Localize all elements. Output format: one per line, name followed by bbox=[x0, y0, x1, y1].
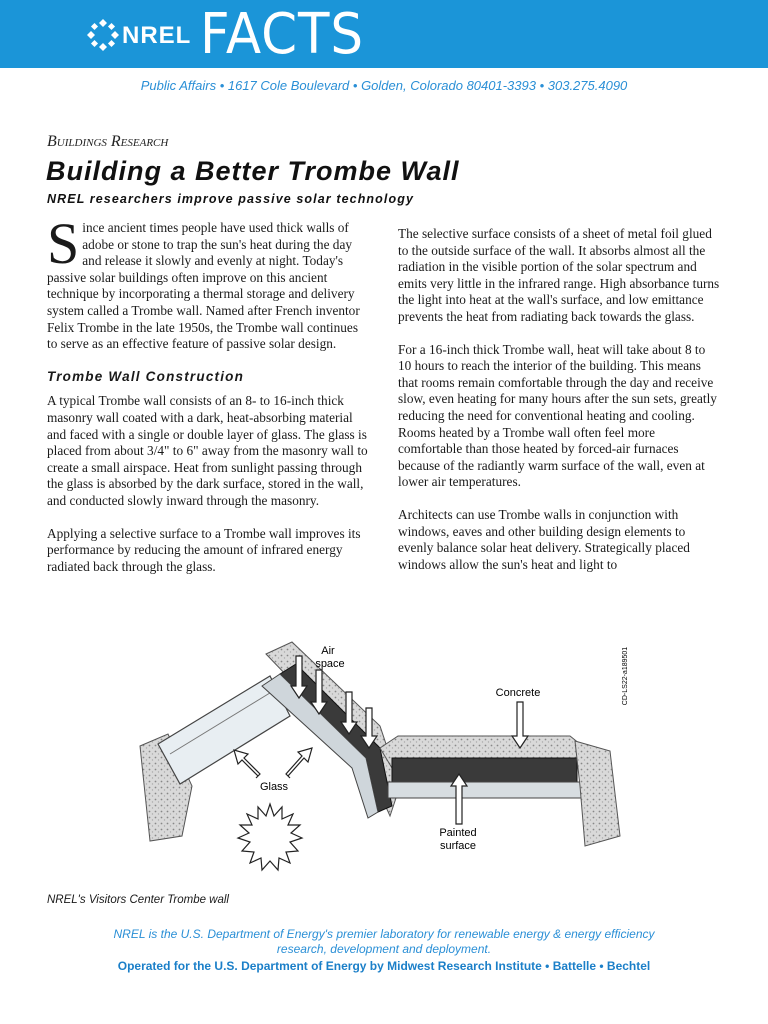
glass-arrow-right bbox=[286, 748, 312, 778]
page-title: Building a Better Trombe Wall bbox=[46, 156, 460, 186]
label-space: space bbox=[315, 658, 345, 670]
contact-address: Public Affairs • 1617 Cole Boulevard • Golden, Colorado 80401-3393 • 303.275.4090 bbox=[140, 78, 628, 93]
glass-arrow-left bbox=[234, 750, 260, 778]
intro-text: ince ancient times people have used thick walls of adobe or stone to trap the sun's heat during the day and release it slowly and evenly at night. Today's passive solar buildings often improve on this ancient technique by incorporating a thermal storage and delivery system called a Trombe wall. Named after French inventor Felix Trombe in the late 1950s, the Trombe wall continues to serve as an effective feature of passive solar design. bbox=[47, 220, 360, 352]
right-column bbox=[398, 226, 720, 589]
label-concrete: Concrete bbox=[495, 687, 541, 699]
nrel-logo-icon bbox=[86, 18, 120, 52]
trombe-wall-diagram bbox=[130, 636, 650, 886]
right-stone-pier bbox=[575, 741, 620, 846]
architects-paragraph: Architects can use Trombe walls in conjunction with windows, eaves and other building design elements to evenly balance solar heat delivery. Strategically placed windows allow the sun's heat and light to bbox=[398, 506, 690, 572]
banner-title: FACTS bbox=[200, 2, 364, 67]
label-surface: surface bbox=[439, 840, 477, 852]
metal-foil-paragraph: The selective surface consists of a sheet of metal foil glued to the outside surface of the wall. It absorbs almost all the radiation in the visible portion of the solar spectrum and emits very little in the infrared range. High absorbance turns the light into heat at the wall's surface, and low emittance prevents the heat from radiating back towards the glass. bbox=[398, 226, 720, 324]
label-painted: Painted bbox=[439, 827, 477, 839]
left-column bbox=[47, 211, 369, 591]
header-banner bbox=[0, 0, 768, 68]
selective-surface-paragraph: Applying a selective surface to a Trombe wall improves its performance by reducing the amount of infrared energy radiated back through the glass. bbox=[47, 525, 361, 574]
section-heading: Trombe Wall Construction bbox=[47, 368, 245, 384]
intro-paragraph bbox=[47, 211, 369, 353]
painted-surface-arrow bbox=[451, 774, 467, 824]
figure-id: CD-LS22-a189501 bbox=[622, 646, 629, 706]
figure-caption: NREL's Visitors Center Trombe wall bbox=[47, 894, 229, 906]
drop-cap: S bbox=[47, 211, 80, 276]
label-air: Air bbox=[321, 645, 335, 657]
nrel-logo-text: NREL bbox=[122, 22, 192, 49]
footer-operator: Operated for the U.S. Department of Energy by Midwest Research Institute • Battelle • Bechtel bbox=[117, 959, 651, 973]
footer-mission: NREL is the U.S. Department of Energy's premier laboratory for renewable energy & energy efficiency research, development and deployment. bbox=[113, 927, 655, 956]
heating-time-paragraph: For a 16-inch thick Trombe wall, heat will take about 8 to 10 hours to reach the interior of the building. This means that rooms remain comfortable through the day and receive slow, even heating for many hours after the sun sets, greatly reducing the need for conventional heating and cooling. Rooms heated by a Trombe wall often feel more comfortable than those heated by forced-air furnaces because of the radiantly warm surface of the wall, even at lower air temperatures. bbox=[398, 341, 717, 490]
section-label: Buildings Research bbox=[47, 133, 169, 150]
sun-icon bbox=[238, 804, 302, 870]
page-subtitle: NREL researchers improve passive solar technology bbox=[47, 192, 414, 206]
construction-paragraph: A typical Trombe wall consists of an 8- to 16-inch thick masonry wall coated with a dark, heat-absorbing material and faced with a single or double layer of glass. The glass is placed from about 3/4" to 6" away from the masonry wall to create a small airspace. Heat from sunlight passing through the glass is absorbed by the dark surface, stored in the wall, and conducted slowly inward through the masonry. bbox=[47, 393, 368, 508]
painted-surface-panel bbox=[392, 758, 577, 782]
label-glass: Glass bbox=[259, 781, 289, 793]
